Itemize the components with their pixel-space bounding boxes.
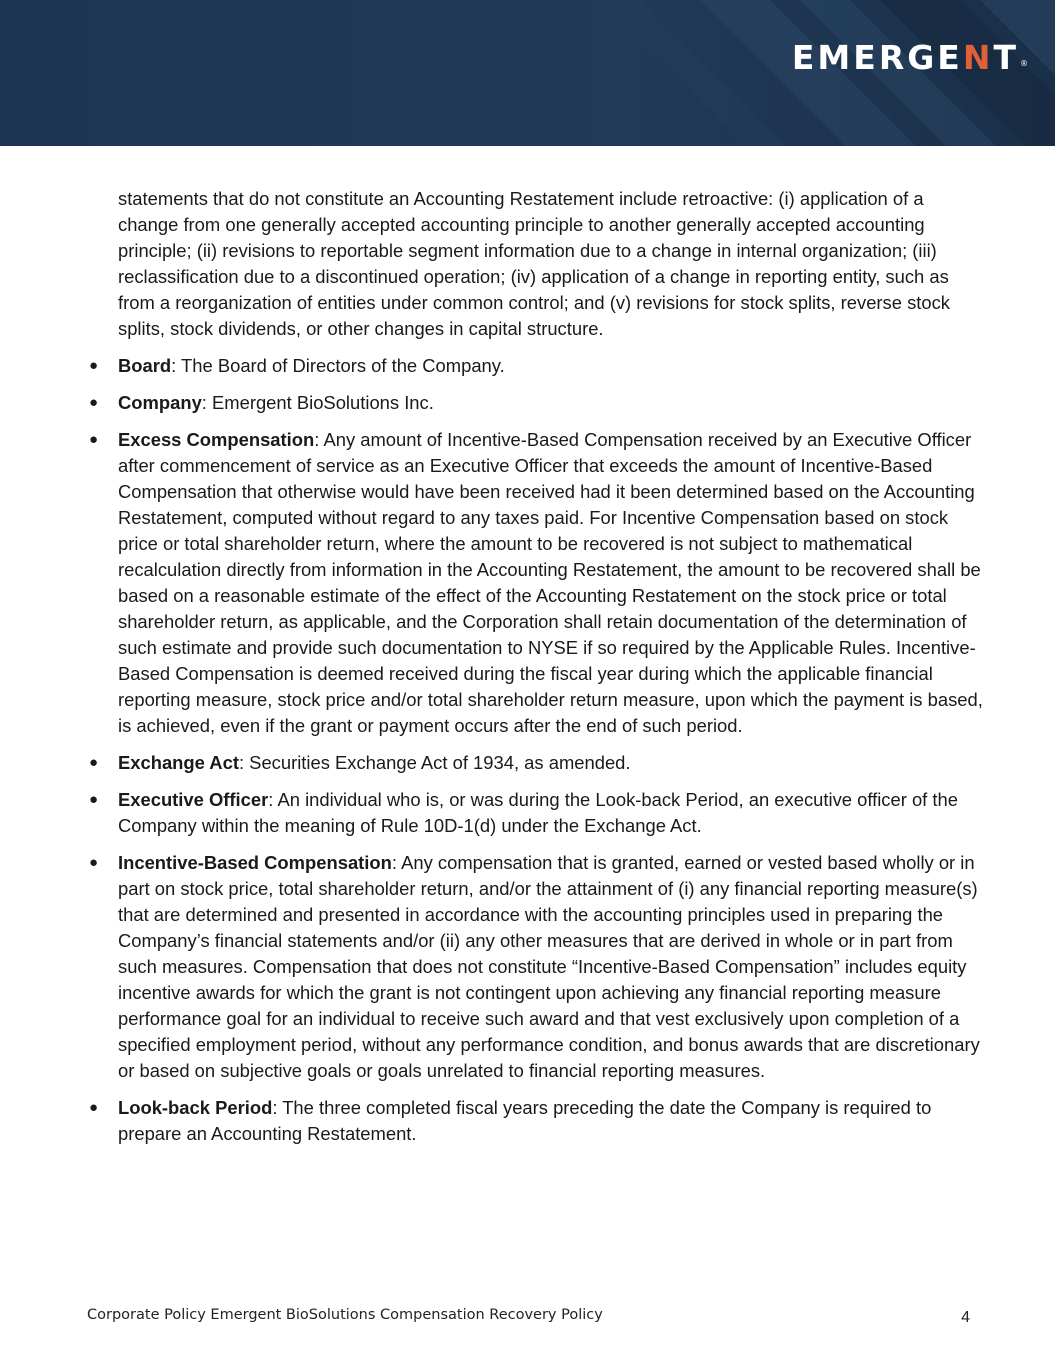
definition-text: : An individual who is, or was during the Look-back Period, an executive officer of the Company within the meaning of Rule 10D-1(d) under the Exchange Act.: [118, 789, 958, 836]
bullet-icon: ●: [89, 754, 99, 771]
document-body: [85, 186, 985, 1158]
definition-executive-officer: [85, 787, 985, 839]
logo-text-part2: T: [993, 38, 1019, 77]
definition-text: : Emergent BioSolutions Inc.: [201, 392, 434, 413]
footer-title: Corporate Policy Emergent BioSolutions Compensation Recovery Policy: [87, 1307, 603, 1323]
lead-paragraph: statements that do not constitute an Accounting Restatement include retroactive: (i) application of a change from one generally accepted accounting principle to another generally accepted accounting principle; (ii) revisions to reportable segment information due to a change in internal organization; (iii) reclassification due to a discontinued operation; (iv) application of a change in reporting entity, such as from a reorganization of entities under common control; and (v) revisions for stock splits, reverse stock splits, stock dividends, or other changes in capital structure.: [118, 188, 951, 339]
definition-term: Company: [118, 392, 202, 413]
logo-text-part1: EMERGE: [791, 38, 963, 77]
definition-look-back-period: [85, 1095, 985, 1147]
definition-excess-compensation: [85, 427, 985, 739]
definition-incentive-based-compensation: [85, 850, 985, 1084]
definitions-list: [85, 353, 985, 1147]
bullet-icon: ●: [89, 854, 99, 871]
header-band: [0, 0, 1055, 146]
bullet-icon: ●: [89, 431, 99, 448]
definition-board: [85, 353, 985, 379]
definition-term: Incentive-Based Compensation: [118, 852, 392, 873]
definition-text: : Securities Exchange Act of 1934, as amended.: [238, 752, 631, 773]
page-number: 4: [961, 1309, 970, 1326]
definition-text: : The Board of Directors of the Company.: [171, 355, 505, 376]
bullet-icon: ●: [89, 1099, 99, 1116]
emergent-logo: [792, 38, 1028, 78]
definition-term: Excess Compensation: [118, 429, 315, 450]
definition-term: Executive Officer: [118, 789, 269, 810]
bullet-icon: ●: [89, 791, 99, 808]
bullet-icon: ●: [89, 394, 99, 411]
definition-company: [85, 390, 985, 416]
definition-text: : Any compensation that is granted, earned or vested based wholly or in part on stock price, total shareholder return, and/or the attainment of (i) any financial reporting measure(s) that are determined and presented in accordance with the accounting principles used in preparing the Company’s financial statements and/or (ii) any other measures that are derived in whole or in part from such measures. Compensation that does not constitute “Incentive-Based Compensation” includes equity incentive awards for which the grant is not contingent upon achieving any financial reporting measure performance goal for an individual to receive such award and that vest exclusively upon completion of a specified employment period, without any performance condition, and bonus awards that are discretionary or based on subjective goals or goals unrelated to financial reporting measures.: [118, 852, 980, 1081]
definition-text: : Any amount of Incentive-Based Compensation received by an Executive Officer after commencement of service as an Executive Officer that exceeds the amount of Incentive-Based Compensation that otherwise would have been received had it been determined based on the Accounting Restatement, computed without regard to any taxes paid. For Incentive Compensation based on stock price or total shareholder return, where the amount to be recovered is not subject to mathematical recalculation directly from information in the Accounting Restatement, the amount to be recovered shall be based on a reasonable estimate of the effect of the Accounting Restatement on the stock price or total shareholder return, as applicable, and the Corporation shall retain documentation of the determination of such estimate and provide such documentation to NYSE if so required by the Applicable Rules. Incentive-Based Compensation is deemed received during the fiscal year during which the applicable financial reporting measure, stock price and/or total shareholder return measure, upon which the payment is based, is achieved, even if the grant or payment occurs after the end of such period.: [118, 429, 983, 736]
definition-text: : The three completed fiscal years preceding the date the Company is required to prepare an Accounting Restatement.: [118, 1097, 932, 1144]
logo-trademark: ®: [1020, 59, 1028, 68]
bullet-icon: ●: [89, 357, 99, 374]
definition-term: Look-back Period: [118, 1097, 273, 1118]
definition-term: Board: [118, 355, 172, 376]
page-footer: [87, 1305, 970, 1325]
logo-text-accent: N: [962, 38, 994, 77]
definition-term: Exchange Act: [118, 752, 239, 773]
definition-exchange-act: [85, 750, 985, 776]
